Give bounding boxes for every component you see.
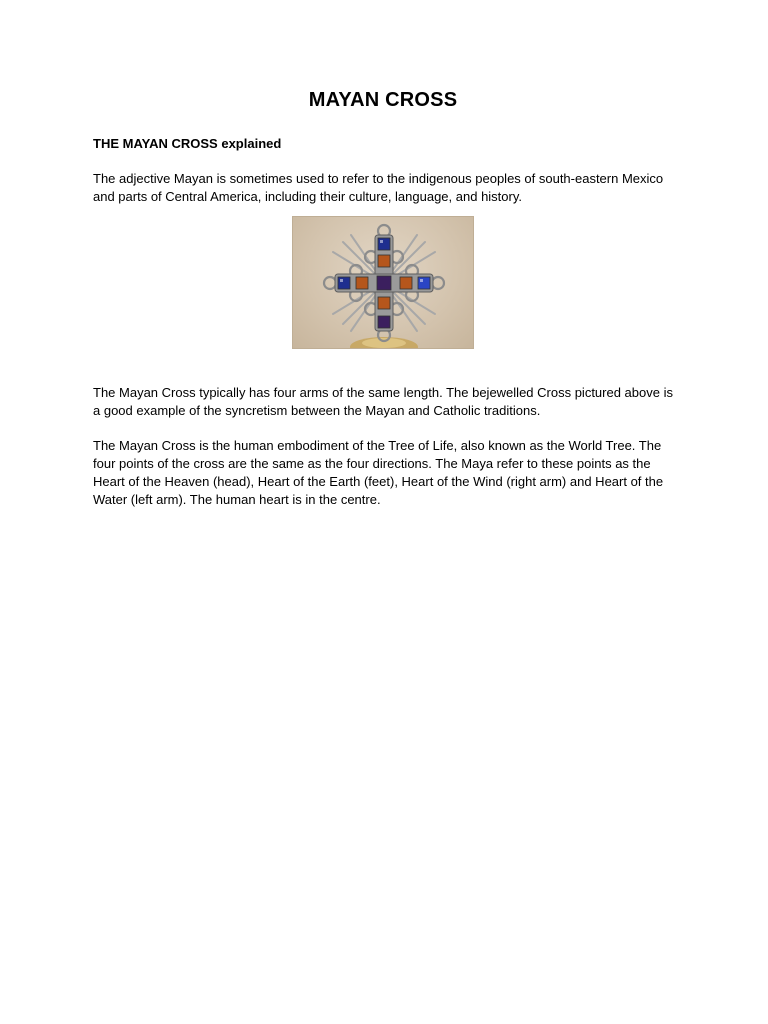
section-heading: THE MAYAN CROSS explained <box>93 136 282 151</box>
description-paragraph: The Mayan Cross typically has four arms of the same length. The bejewelled Cross pictured above is a good example of the syncretism between the Mayan and Catholic traditions. <box>93 385 673 418</box>
symbolism-paragraph: The Mayan Cross is the human embodiment of the Tree of Life, also known as the World Tree. The four points of the cross are the same as the four directions. The Maya refer to these points as the Heart of the Heaven (head), Heart of the Earth (feet), Heart of the Wind (right arm) and Heart of the Water (left arm). The human heart is in the centre. <box>93 438 664 507</box>
mayan-cross-image <box>292 216 474 349</box>
intro-paragraph: The adjective Mayan is sometimes used to refer to the indigenous peoples of south-eastern Mexico and parts of Central America, including their culture, language, and history. <box>93 171 664 204</box>
page-title: MAYAN CROSS <box>308 89 458 111</box>
cross-illustration <box>293 217 474 349</box>
